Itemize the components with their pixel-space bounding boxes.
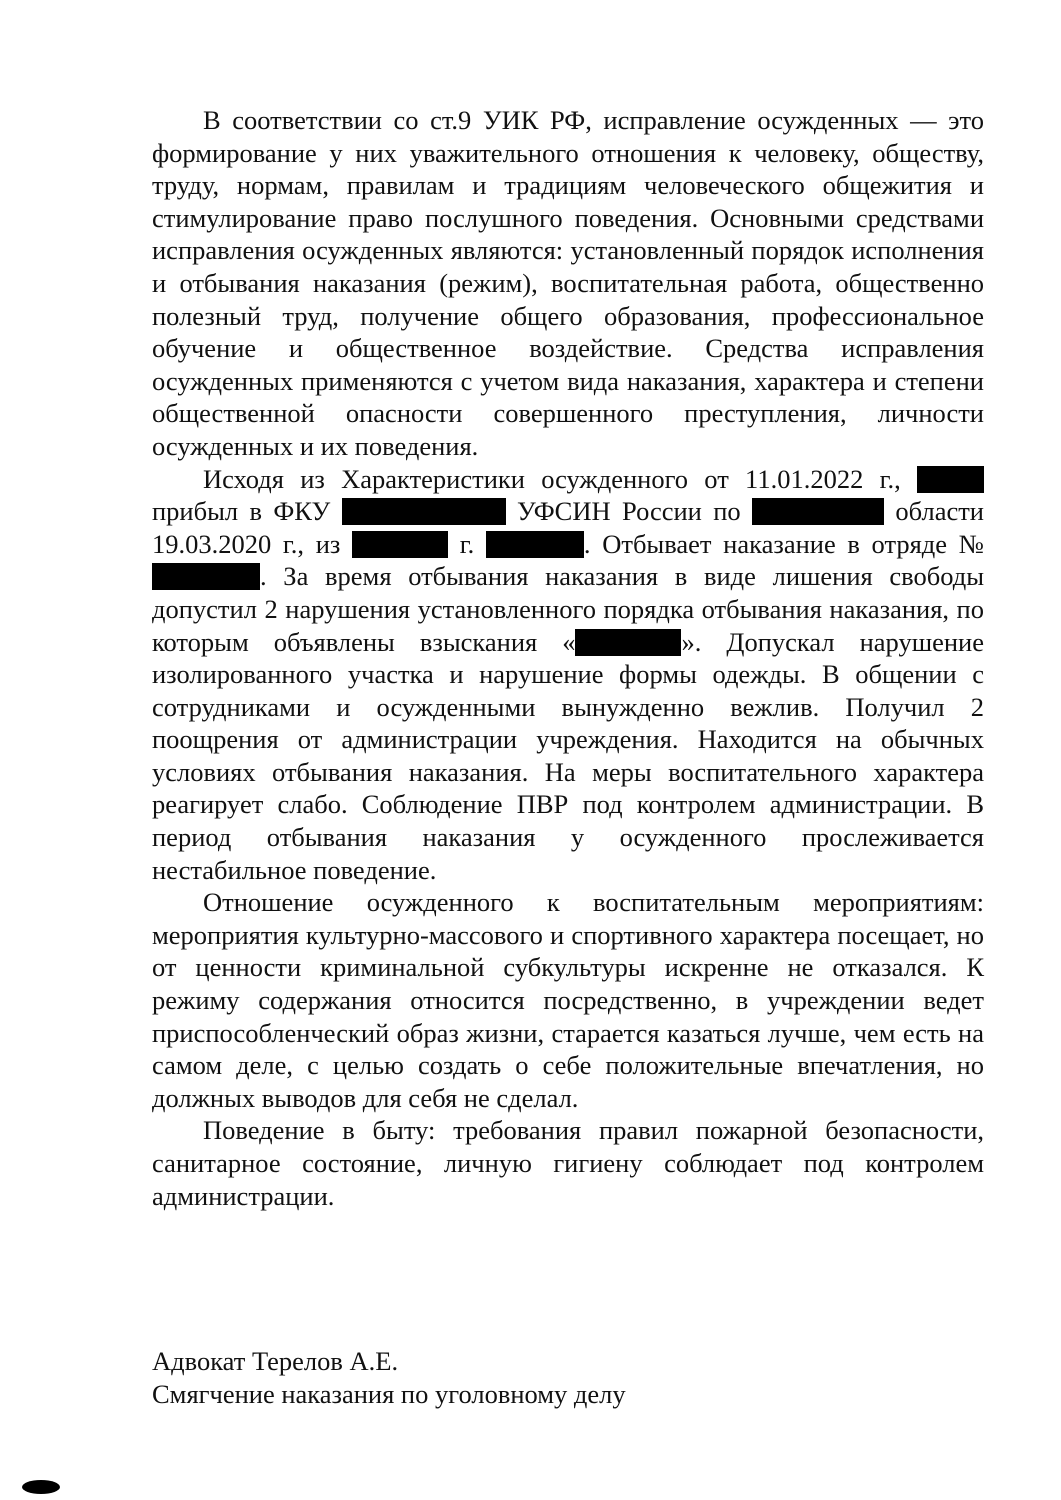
redaction-block — [486, 531, 584, 558]
paragraph-legal-basis: В соответствии со ст.9 УИК РФ, исправление осужденных — это формирование у них уважительного отношения к человеку, обществу, труду, нормам, правилам и традициям человеческого общежития и стимулирование право послушного поведения. Основными средствами исправления осужденных являются: установленный порядок исполнения и отбывания наказания (режим), воспитательная работа, общественно полезный труд, получение общего образования, профессиональное обучение и общественное воздействие. Средства исправления осужденных применяются с учетом вида наказания, характера и степени общественной опасности совершенного преступления, личности осужденных и их поведения. — [152, 105, 984, 461]
characteristics-text-4: области 19.03.2020 г., из — [152, 496, 984, 559]
redaction-block — [575, 629, 681, 656]
characteristics-text-2: прибыл в ФКУ — [152, 496, 342, 527]
characteristics-text-3: УФСИН России по — [505, 496, 753, 527]
characteristics-text-6: . Отбывает наказание в отряде № — [583, 528, 985, 559]
signature-lawyer: Адвокат Терелов А.Е. — [152, 1346, 399, 1376]
redaction-block — [342, 498, 506, 525]
characteristics-text-5: г. — [448, 528, 486, 559]
signature-block — [152, 1345, 626, 1411]
characteristics-text-7: . За время отбывания наказания в виде лишения свободы допустил 2 нарушения установленного порядка отбывания наказания, по которым объявлены взыскания « — [152, 561, 984, 657]
redaction-block — [152, 563, 260, 590]
redaction-block — [917, 466, 984, 493]
document-body — [152, 104, 984, 1212]
characteristics-text-1: Исходя из Характеристики осужденного от 11.01.2022 г., — [203, 463, 917, 494]
characteristics-text-8: ». Допускал нарушение изолированного участка и нарушение формы одежды. В общении с сотрудниками и осужденными вынужденно вежлив. Получил 2 поощрения от администрации учреждения. Находится на обычных условиях отбывания наказания. На меры воспитательного характера реагирует слабо. Соблюдение ПВР под контролем администрации. В период отбывания наказания у осужденного прослеживается нестабильное поведение. — [152, 626, 984, 885]
signature-subtitle: Смягчение наказания по уголовному делу — [152, 1379, 626, 1409]
paragraph-characteristics — [152, 463, 984, 887]
redaction-block — [352, 531, 448, 558]
paragraph-attitude: Отношение осужденного к воспитательным мероприятиям: мероприятия культурно-массового и спортивного характера посещает, но от ценности криминальной субкультуры искренне не отказался. К режиму содержания относится посредственно, в учреждении ведет приспособленческий образ жизни, старается казаться лучше, чем есть на самом деле, с целью создать о себе положительные впечатления, но должных выводов для себя не сделал. — [152, 887, 984, 1113]
redaction-block — [752, 498, 884, 525]
scan-mark — [22, 1480, 60, 1494]
paragraph-behavior: Поведение в быту: требования правил пожарной безопасности, санитарное состояние, личную гигиену соблюдает под контролем администрации. — [152, 1115, 984, 1211]
